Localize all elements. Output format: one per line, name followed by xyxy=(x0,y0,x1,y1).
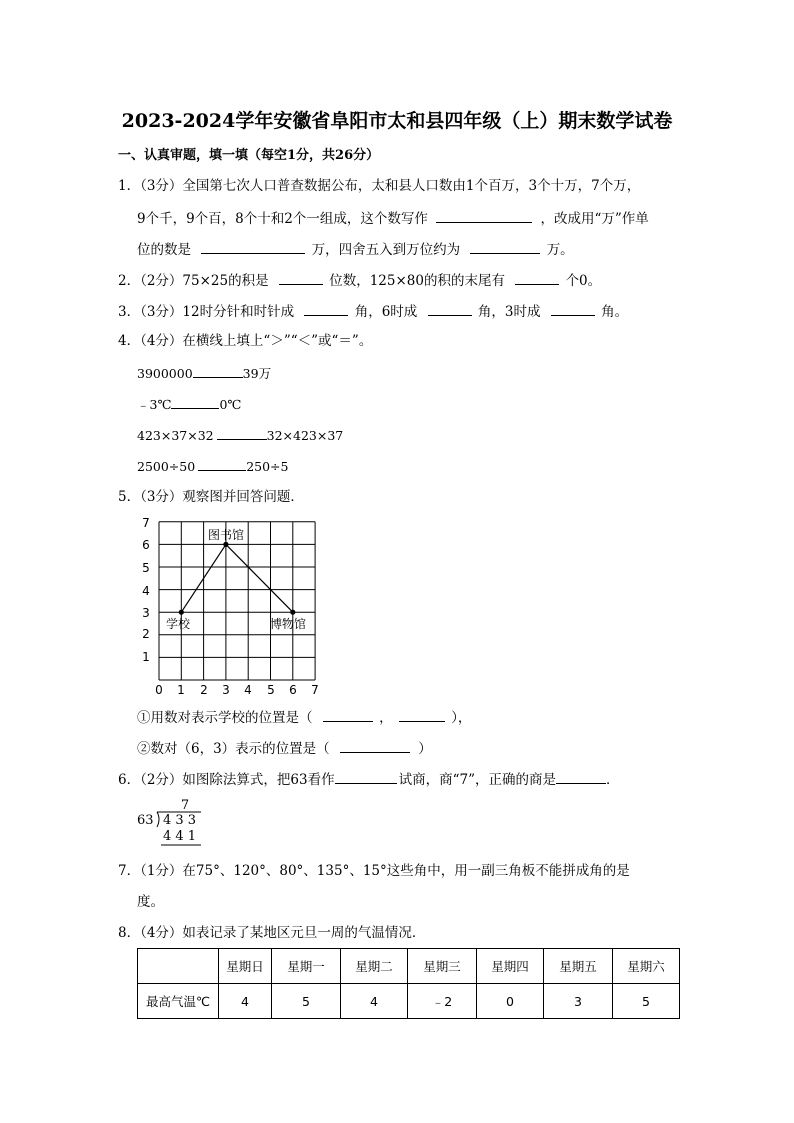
q3-blank-3[interactable] xyxy=(551,301,595,316)
label-library: 图书馆 xyxy=(208,528,245,542)
table-header-row xyxy=(138,949,680,984)
x-tick: 2 xyxy=(200,683,208,697)
x-tick: 1 xyxy=(177,683,185,697)
long-division-drawing xyxy=(137,797,207,849)
division-bracket xyxy=(157,812,159,827)
q7-line1: 7．（1分）在75°、120°、80°、135°、15°这些角中，用一副三角板不能拼成角的是 xyxy=(118,863,630,879)
table-header-cell: 星期二 xyxy=(341,949,408,984)
q4-row-2-blank[interactable] xyxy=(171,394,219,409)
q1-line3-text-c: 万。 xyxy=(546,242,574,258)
table-cell: 0 xyxy=(477,984,544,1019)
temperature-table xyxy=(137,948,680,1019)
q5-stem: 5．（3分）观察图并回答问题． xyxy=(118,489,304,505)
q1-line3-text-a: 位的数是 xyxy=(137,242,191,258)
route-line xyxy=(181,544,292,612)
q3-line xyxy=(118,301,628,321)
y-tick: 4 xyxy=(142,584,150,598)
q6-blank-quotient[interactable] xyxy=(556,769,606,784)
q6-text-a: 6．（2分）如图除法算式，把63看作 xyxy=(118,772,335,788)
q1-blank-wan[interactable] xyxy=(201,239,305,254)
q4-row-4-right: 250÷5 xyxy=(246,459,289,474)
table-header-cell: 星期五 xyxy=(544,949,613,984)
q1-line2-text-b: ，改成用“万”作单 xyxy=(540,211,649,227)
table-header-cell: 星期日 xyxy=(219,949,272,984)
q4-row-1-right: 39万 xyxy=(242,366,272,381)
table-header-cell: 星期三 xyxy=(408,949,477,984)
y-tick: 3 xyxy=(142,606,150,620)
grid-point xyxy=(290,610,295,615)
q5-sub2-text-b: ） xyxy=(418,741,432,757)
q3-text-a: 3．（3分）12时分针和时针成 xyxy=(118,304,295,320)
q6-line xyxy=(118,769,620,789)
table-row-label: 最高气温℃ xyxy=(138,984,219,1019)
q4-row-3-left: 423×37×32 xyxy=(137,428,214,443)
q5-blank-y[interactable] xyxy=(399,707,445,722)
q4-row-1 xyxy=(137,363,271,383)
grid-point-labels xyxy=(166,527,306,631)
table-header-cell: 星期一 xyxy=(272,949,341,984)
q5-sub2 xyxy=(137,738,432,758)
y-tick: 5 xyxy=(142,561,150,575)
grid-lines xyxy=(159,522,315,680)
q3-blank-6[interactable] xyxy=(428,301,472,316)
division-quotient: 7 xyxy=(180,798,190,813)
q1-line3-text-b: 万，四舍五入到万位约为 xyxy=(311,242,461,258)
q4-row-1-blank[interactable] xyxy=(193,363,243,378)
q3-text-d: 角。 xyxy=(601,304,629,320)
q4-row-4 xyxy=(137,456,289,476)
q5-sub1-text-b: ， xyxy=(379,710,393,726)
x-tick: 6 xyxy=(289,683,297,697)
q5-sub1 xyxy=(137,707,471,727)
q2-text-a: 2．（2分）75×25的积是 xyxy=(118,273,269,289)
table-header-cell: 星期六 xyxy=(613,949,680,984)
table-cell: 4 xyxy=(219,984,272,1019)
q3-text-c: 角，3时成 xyxy=(477,304,541,320)
grid-point xyxy=(179,610,184,615)
table-cell: 3 xyxy=(544,984,613,1019)
division-product: 4 4 1 xyxy=(163,829,197,844)
q6-text-b: 试商，商“7”，正确的商是 xyxy=(398,772,557,788)
q1-line2-text-a: 9个千，9个百，8个十和2个一组成，这个数写作 xyxy=(137,211,428,227)
q6-text-c: ． xyxy=(606,772,620,788)
q4-row-3 xyxy=(137,425,343,445)
table-header-cell: 星期四 xyxy=(477,949,544,984)
label-museum: 博物馆 xyxy=(270,617,307,631)
division-divisor: 63 xyxy=(137,813,154,828)
q1-blank-number[interactable] xyxy=(436,208,532,223)
x-tick: 0 xyxy=(155,683,163,697)
q4-stem: 4．（4分）在横线上填上“＞”“＜”或“＝”。 xyxy=(118,333,373,349)
section-heading: 一、认真审题，填一填（每空1分，共26分） xyxy=(118,148,380,163)
q4-row-4-left: 2500÷50 xyxy=(137,459,196,474)
q7-line2: 度。 xyxy=(137,894,164,910)
q5-sub1-text-a: ①用数对表示学校的位置是（ xyxy=(137,710,313,726)
q5-blank-place[interactable] xyxy=(340,738,410,753)
x-tick: 3 xyxy=(222,683,230,697)
route-path xyxy=(181,544,292,612)
grid-points xyxy=(179,542,296,615)
coordinate-grid xyxy=(137,512,332,702)
q2-text-b: 位数，125×80的积的末尾有 xyxy=(329,273,505,289)
q1-blank-round[interactable] xyxy=(470,239,540,254)
q4-row-2 xyxy=(137,394,241,414)
q3-blank-12[interactable] xyxy=(304,301,348,316)
q2-blank-digits[interactable] xyxy=(279,270,323,285)
x-tick: 5 xyxy=(267,683,275,697)
table-cell: 5 xyxy=(272,984,341,1019)
division-dividend: 4 3 3 xyxy=(163,813,197,828)
q5-sub1-text-c: ）， xyxy=(451,710,472,726)
q1-line3 xyxy=(137,239,574,259)
q5-sub2-text-a: ②数对（6，3）表示的位置是（ xyxy=(137,741,330,757)
q2-blank-zeros[interactable] xyxy=(515,270,559,285)
q2-text-c: 个0。 xyxy=(565,273,602,289)
table-cell: ﹣2 xyxy=(408,984,477,1019)
x-tick: 4 xyxy=(244,683,252,697)
table-cell: 4 xyxy=(341,984,408,1019)
q4-row-2-right: 0℃ xyxy=(219,397,242,412)
q4-row-3-blank[interactable] xyxy=(217,425,267,440)
q5-blank-x[interactable] xyxy=(323,707,373,722)
label-school: 学校 xyxy=(166,617,191,631)
x-tick: 7 xyxy=(311,683,319,697)
grid-point xyxy=(223,542,228,547)
page-title: 2023-2024学年安徽省阜阳市太和县四年级（上）期末数学试卷 xyxy=(121,110,673,132)
q1-line2 xyxy=(137,208,649,228)
table-header-cell xyxy=(138,949,219,984)
q4-row-1-left: 3900000 xyxy=(137,366,193,381)
long-division-figure xyxy=(137,797,207,849)
q4-row-4-blank[interactable] xyxy=(198,456,246,471)
y-tick: 6 xyxy=(142,538,150,552)
table-cell: 5 xyxy=(613,984,680,1019)
q4-row-3-right: 32×423×37 xyxy=(266,428,344,443)
q8-stem: 8．（4分）如表记录了某地区元旦一周的气温情况． xyxy=(118,925,426,941)
q1-line1: 1．（3分）全国第七次人口普查数据公布，太和县人口数由1个百万，3个十万，7个万， xyxy=(118,178,641,194)
y-tick: 2 xyxy=(142,627,150,641)
q4-row-2-left: ﹣3℃ xyxy=(137,397,172,412)
q6-blank-estimate[interactable] xyxy=(335,769,397,784)
y-tick: 7 xyxy=(142,516,150,530)
q3-text-b: 角，6时成 xyxy=(354,304,418,320)
y-tick: 1 xyxy=(142,650,150,664)
table-row xyxy=(138,984,680,1019)
q2-line xyxy=(118,270,601,290)
